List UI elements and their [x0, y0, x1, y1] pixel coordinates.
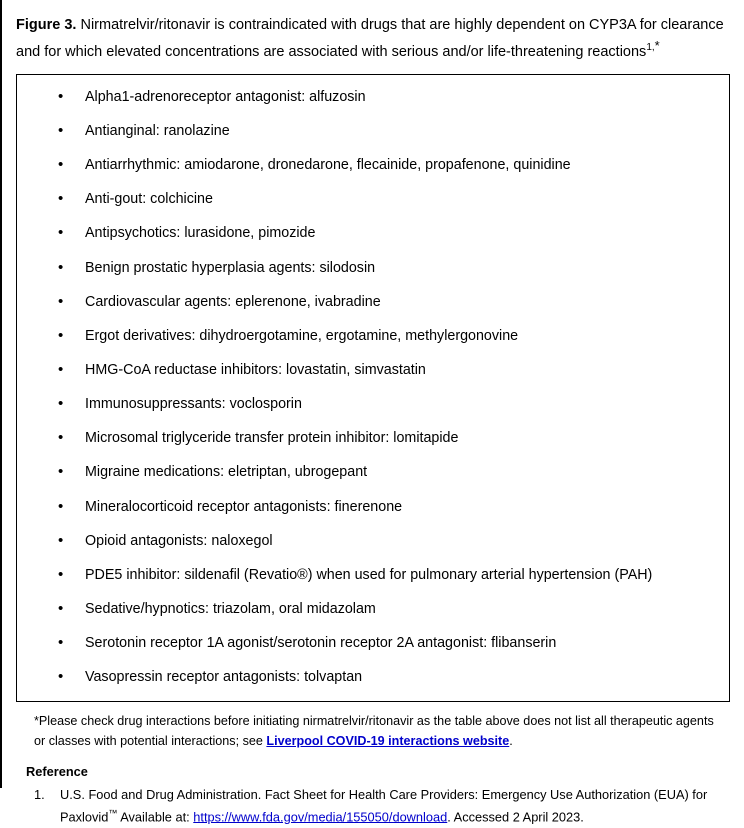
list-item-label: Immunosuppressants: voclosporin	[85, 396, 302, 413]
bullet-icon: •	[58, 190, 64, 208]
list-item	[27, 294, 719, 311]
figure-label: Figure 3.	[16, 17, 77, 33]
list-item	[27, 157, 719, 174]
reference-item	[16, 785, 730, 827]
reference-text-part3: . Accessed 2 April 2023.	[447, 809, 584, 825]
list-item-label: PDE5 inhibitor: sildenafil (Revatio®) when used for pulmonary arterial hypertension (PAH)	[85, 566, 653, 583]
bullet-icon: •	[58, 463, 64, 481]
bullet-icon: •	[58, 121, 64, 139]
bullet-icon: •	[58, 87, 64, 105]
footnote	[16, 711, 730, 752]
list-item-label: Ergot derivatives: dihydroergotamine, ergotamine, methylergonovine	[85, 327, 519, 344]
bullet-icon: •	[58, 395, 64, 413]
list-item-label: Vasopressin receptor antagonists: tolvaptan	[85, 669, 363, 686]
list-item-label: Antipsychotics: lurasidone, pimozide	[85, 225, 316, 242]
bullet-icon: •	[58, 531, 64, 549]
bullet-icon: •	[58, 565, 64, 583]
footnote-text-part1: *Please check drug interactions before initiating nirmatrelvir/ritonavir as the table above does not list all therapeutic agents or classes with potential interactions; see	[34, 713, 714, 748]
list-item	[27, 123, 719, 140]
bullet-icon: •	[58, 224, 64, 242]
bullet-icon: •	[58, 156, 64, 174]
bullet-icon: •	[58, 634, 64, 652]
list-item	[27, 396, 719, 413]
list-item	[27, 635, 719, 652]
list-item-label: Serotonin receptor 1A agonist/serotonin receptor 2A antagonist: flibanserin	[85, 635, 557, 652]
list-item-label: Antianginal: ranolazine	[85, 122, 230, 139]
figure-caption-text: Nirmatrelvir/ritonavir is contraindicated with drugs that are highly dependent on CYP3A for clearance and for which elevated concentrations are associated with serious and/or life-threatening reactions	[16, 17, 724, 61]
list-item-label: Antiarrhythmic: amiodarone, dronedarone, flecainide, propafenone, quinidine	[85, 157, 571, 174]
bullet-icon: •	[58, 429, 64, 447]
list-item	[27, 362, 719, 379]
list-item-label: Cardiovascular agents: eplerenone, ivabradine	[85, 293, 381, 310]
bullet-icon: •	[58, 497, 64, 515]
list-item-label: Anti-gout: colchicine	[85, 191, 213, 208]
list-item-label: HMG-CoA reductase inhibitors: lovastatin, simvastatin	[85, 362, 426, 379]
bullet-icon: •	[58, 326, 64, 344]
contraindicated-drugs-box	[16, 74, 730, 702]
caption-superscript-star: *	[654, 38, 660, 54]
reference-heading: Reference	[26, 764, 88, 780]
bullet-icon: •	[58, 361, 64, 379]
trademark-symbol: ™	[108, 807, 118, 818]
bullet-icon: •	[58, 668, 64, 686]
caption-superscript-ref: 1,	[646, 42, 655, 54]
list-item-label: Migraine medications: eletriptan, ubrogepant	[85, 464, 368, 481]
list-item	[27, 499, 719, 516]
list-item-label: Sedative/hypnotics: triazolam, oral midazolam	[85, 601, 376, 618]
figure-caption	[16, 14, 730, 64]
list-item-label: Microsomal triglyceride transfer protein inhibitor: lomitapide	[85, 430, 459, 447]
liverpool-interactions-link[interactable]: Liverpool COVID-19 interactions website	[266, 733, 510, 748]
list-item	[27, 191, 719, 208]
contraindicated-drug-list	[27, 89, 719, 687]
fda-download-link[interactable]: https://www.fda.gov/media/155050/download	[193, 809, 448, 825]
list-item	[27, 260, 719, 277]
footnote-text-part2: .	[509, 733, 513, 748]
list-item	[27, 567, 719, 584]
reference-text-part1: U.S. Food and Drug Administration. Fact Sheet for Health Care Providers: Emergency Use Authorization (EUA) for Paxlovid	[60, 787, 708, 825]
list-item	[27, 430, 719, 447]
list-item	[27, 225, 719, 242]
list-item	[27, 601, 719, 618]
list-item	[27, 533, 719, 550]
list-item-label: Mineralocorticoid receptor antagonists: finerenone	[85, 498, 403, 515]
list-item-label: Benign prostatic hyperplasia agents: silodosin	[85, 259, 376, 276]
bullet-icon: •	[58, 292, 64, 310]
list-item-label: Alpha1-adrenoreceptor antagonist: alfuzosin	[85, 88, 366, 105]
reference-text-part2: Available at:	[117, 809, 194, 825]
list-item	[27, 464, 719, 481]
bullet-icon: •	[58, 258, 64, 276]
list-item	[27, 328, 719, 345]
reference-number: 1.	[34, 787, 45, 803]
bullet-icon: •	[58, 600, 64, 618]
list-item	[27, 89, 719, 106]
list-item	[27, 669, 719, 686]
list-item-label: Opioid antagonists: naloxegol	[85, 532, 273, 549]
reference-list	[16, 785, 730, 827]
